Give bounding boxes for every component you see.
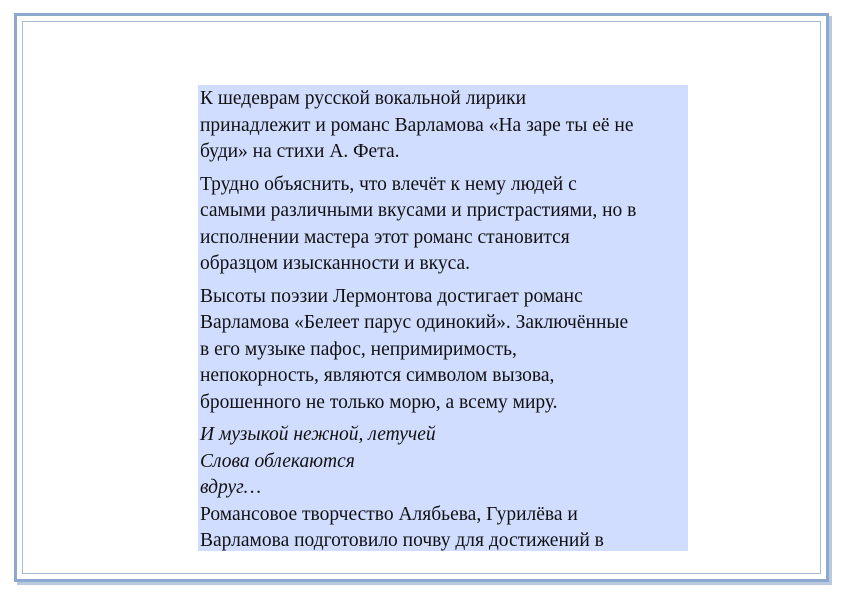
text-line: образцом изысканности и вкуса. bbox=[200, 253, 471, 274]
paragraph-varlamov-fet bbox=[200, 86, 686, 166]
poem-quote bbox=[200, 422, 686, 502]
text-line: Романсовое творчество Алябьева, Гурилёва и bbox=[200, 503, 578, 525]
text-line: Варламова подготовило почву для достижений в bbox=[200, 530, 604, 551]
paragraph-closing bbox=[200, 502, 686, 552]
text-line: непокорность, являются символом вызова, bbox=[200, 365, 555, 386]
poem-line: И музыкой нежной, летучей bbox=[200, 424, 436, 445]
text-line: буди» на стихи А. Фета. bbox=[200, 141, 400, 162]
text-line: брошенного не только морю, а всему миру. bbox=[200, 391, 558, 413]
text-line: принадлежит и романс Варламова «На заре ты её не bbox=[200, 114, 634, 136]
text-line: К шедеврам русской вокальной лирики bbox=[200, 88, 527, 109]
paragraph-lermontov-sail bbox=[200, 284, 686, 417]
text-line: Трудно объяснить, что влечёт к нему людей с bbox=[200, 173, 577, 195]
text-line: в его музыке пафос, непримиримость, bbox=[200, 338, 517, 360]
poem-line: вдруг… bbox=[200, 477, 262, 498]
paragraph-romance-appeal bbox=[200, 172, 686, 278]
text-box bbox=[198, 85, 688, 551]
text-line: Варламова «Белеет парус одинокий». Заключённые bbox=[200, 312, 629, 333]
text-line: исполнении мастера этот романс становится bbox=[200, 226, 570, 248]
text-line: Высоты поэзии Лермонтова достигает романс bbox=[200, 285, 583, 307]
poem-line: Слова облекаются bbox=[200, 450, 355, 472]
text-line: самыми различными вкусами и пристрастиями, но в bbox=[200, 200, 637, 221]
